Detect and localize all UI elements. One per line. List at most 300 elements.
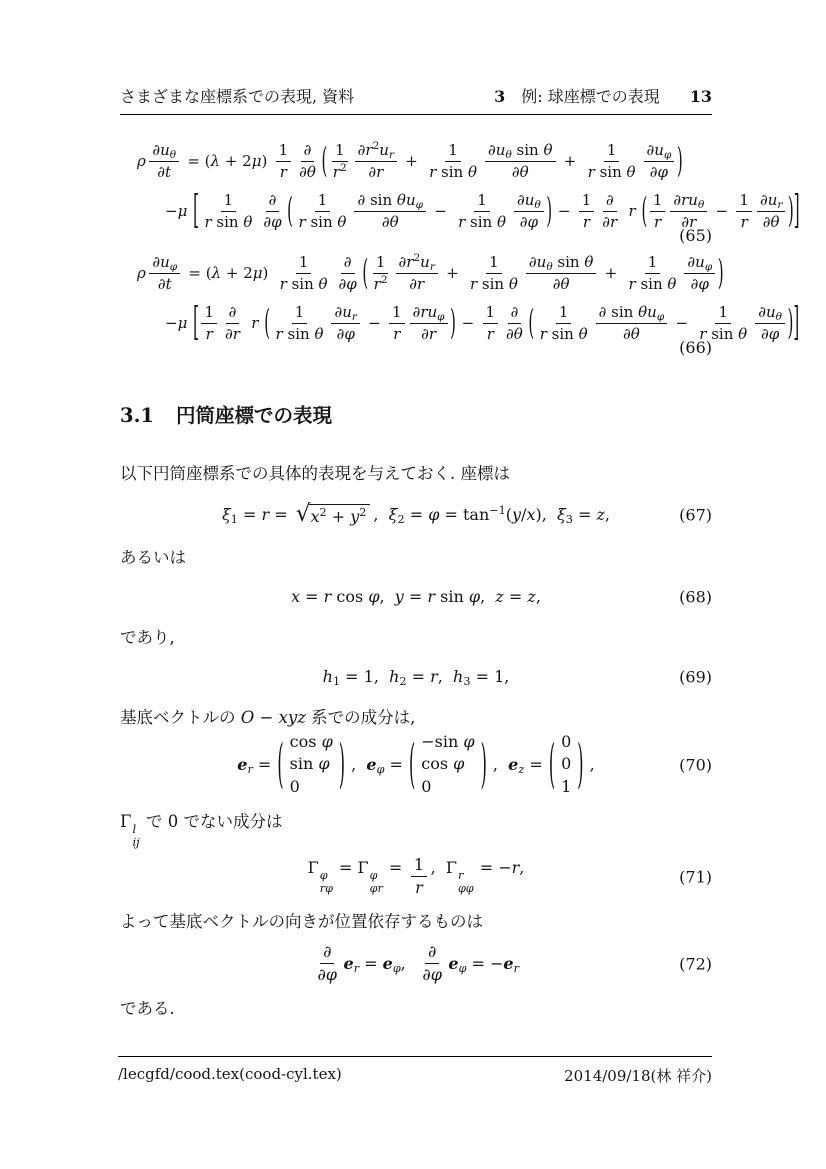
- paragraph-deari: であり,: [120, 627, 175, 647]
- math-denominator: [467, 274, 521, 294]
- math-var: θ: [467, 162, 478, 181]
- math-var: ∂r: [368, 162, 384, 181]
- math-text: [137, 264, 146, 282]
- math-subscript: [776, 311, 782, 323]
- math-fraction: [455, 191, 509, 232]
- math-var: φ: [169, 260, 178, 273]
- math-bold: [344, 954, 354, 973]
- math-close-delimiter: ]: [793, 186, 800, 234]
- math-bold: [448, 954, 458, 973]
- math-roman: sin: [551, 324, 574, 343]
- math-denominator: [154, 162, 174, 182]
- math-var: φ: [319, 868, 328, 882]
- math-vector-row: 0: [561, 731, 572, 751]
- math-text: $e_r = e_\varphi$,: [343, 954, 416, 976]
- math-var: h: [453, 667, 464, 687]
- math-fraction: [596, 303, 668, 344]
- math-var: φ: [656, 310, 665, 323]
- math-var: O: [240, 707, 255, 727]
- math-var: ∂: [510, 302, 519, 321]
- math-text: [624, 202, 641, 220]
- math-open-delimiter: (: [277, 731, 284, 795]
- math-var: ∂u: [517, 190, 535, 209]
- math-fraction: [396, 253, 438, 294]
- math-superscript: −1: [489, 504, 506, 518]
- math-var: ∂u: [152, 252, 170, 271]
- math-var: ∂u: [646, 140, 664, 159]
- footer-date-author: 2014/09/18(林 祥介): [564, 1067, 712, 1085]
- math-denominator: [315, 964, 340, 985]
- math-fraction: [149, 253, 180, 294]
- math-denominator: [201, 212, 255, 232]
- math-column-vector: [277, 732, 345, 798]
- math-var: r: [323, 587, 332, 607]
- math-var: z: [527, 587, 536, 607]
- math-numerator: 1: [201, 303, 217, 324]
- math-var: θu: [638, 302, 657, 321]
- equation-number: (67): [679, 505, 712, 525]
- math-var: r: [204, 212, 212, 231]
- math-var: r: [539, 324, 547, 343]
- math-numerator: [485, 141, 556, 162]
- math-var: φ: [369, 868, 378, 882]
- math-var: r: [740, 212, 748, 231]
- math-var: θ: [318, 274, 328, 293]
- math-subscript: 1: [332, 675, 341, 689]
- math-numerator: [226, 303, 240, 324]
- equation-line: [120, 186, 800, 236]
- math-vector-row: −sin φ: [421, 731, 475, 751]
- math-close-delimiter: ): [338, 731, 346, 795]
- math-numerator: [670, 191, 707, 212]
- math-var: ∂θ: [381, 212, 399, 231]
- math-var: ∂: [323, 942, 332, 962]
- math-var: θ: [543, 140, 553, 159]
- math-var: φ: [428, 505, 440, 525]
- math-text: Γ φ rφ = Γ φ φr =: [307, 858, 408, 895]
- math-numerator: [514, 191, 544, 212]
- math-radicand: $x^2 + y^2$: [309, 504, 371, 526]
- math-delimited-group: [641, 191, 793, 232]
- math-denominator: [371, 274, 391, 294]
- math-var: μ: [252, 264, 263, 282]
- math-roman: sin: [470, 212, 493, 231]
- math-var: ∂θ: [506, 324, 523, 343]
- math-bold: [503, 954, 513, 973]
- math-subscript: [389, 149, 394, 161]
- math-var: ∂: [357, 190, 366, 209]
- math-numerator: [320, 942, 334, 964]
- math-var: ∂u: [759, 190, 778, 209]
- math-var: r: [332, 162, 340, 181]
- math-fraction: [426, 141, 480, 182]
- math-vector-row: [421, 754, 464, 775]
- math-text: −: [710, 202, 733, 220]
- math-numerator: 1: [736, 191, 752, 212]
- math-var: z: [518, 763, 525, 777]
- math-subscript: [518, 764, 524, 777]
- math-var: r: [427, 587, 436, 607]
- math-var: φ: [453, 754, 465, 774]
- math-subscript: [664, 149, 671, 161]
- math-denominator: [620, 324, 643, 344]
- math-bold: [237, 755, 247, 774]
- math-fraction: [149, 141, 179, 182]
- math-delimited-group: [362, 253, 723, 294]
- math-numerator: [757, 191, 785, 212]
- math-var: r: [415, 878, 423, 898]
- math-delimited-group: [287, 191, 552, 232]
- math-text: , $\xi_2 = \varphi = \tan^{-1}(y/x)$, $\xi_3 = z$,: [373, 504, 611, 527]
- math-fraction: [503, 303, 526, 344]
- math-var: ∂r: [681, 212, 697, 231]
- math-close-delimiter: ): [676, 139, 683, 181]
- math-var: ρ: [137, 264, 146, 282]
- math-denominator: [412, 877, 426, 898]
- math-superscript-subscript: [320, 870, 333, 896]
- math-fraction: [757, 191, 785, 232]
- math-bold: [366, 755, 376, 774]
- math-superscript-subscript: [458, 870, 474, 896]
- math-var: r: [486, 324, 494, 343]
- math-denominator: [426, 162, 480, 182]
- math-var: ∂: [228, 302, 237, 321]
- math-numerator: 1: [221, 191, 237, 212]
- math-var: ∂φ: [317, 965, 337, 985]
- math-text: −: [670, 314, 693, 332]
- math-var: r: [777, 198, 783, 211]
- math-text: , Γ r φφ = −r,: [430, 858, 525, 895]
- header-left-title: さまざまな座標系での表現, 資料: [120, 87, 355, 106]
- math-var: ∂u: [758, 302, 776, 321]
- math-var: ∂φ: [519, 212, 539, 231]
- math-var: θ: [697, 198, 705, 211]
- math-var: θ: [775, 310, 782, 323]
- math-denominator: [334, 324, 358, 344]
- math-numerator: [425, 942, 439, 964]
- math-numerator: [396, 253, 438, 274]
- math-fraction: [355, 141, 397, 182]
- math-var: ∂r: [409, 274, 425, 293]
- math-close-delimiter: ): [787, 301, 794, 343]
- math-numerator: 1: [483, 303, 499, 324]
- math-text: ,: [584, 755, 595, 775]
- math-subscript: [546, 261, 552, 273]
- equation-72: [120, 942, 712, 985]
- math-superscript: 2: [319, 505, 327, 519]
- math-var: y: [512, 505, 522, 525]
- math-var: ∂φ: [690, 274, 709, 293]
- math-var: ∂φ: [263, 212, 282, 231]
- math-delimited-group: [321, 141, 682, 182]
- math-var: r: [205, 324, 213, 343]
- math-fraction: [330, 141, 350, 182]
- math-var: θ: [626, 162, 636, 181]
- math-numerator: 1: [715, 303, 731, 324]
- math-subscript: [698, 199, 704, 211]
- math-var: ∂ru: [673, 190, 698, 209]
- math-denominator: [580, 212, 593, 232]
- math-var: rφ: [319, 881, 333, 895]
- math-text: $\xi_1 = r$ =: [221, 505, 293, 527]
- math-var: λ: [211, 264, 222, 282]
- equation-line: [120, 942, 712, 985]
- math-subscript: [514, 962, 519, 975]
- math-var: ∂φ: [336, 324, 355, 343]
- math-denominator: [260, 212, 284, 232]
- math-fraction: [222, 303, 243, 344]
- math-vector-row: [290, 732, 333, 753]
- math-column-vector: [549, 732, 584, 798]
- math-numerator: [355, 141, 397, 162]
- section-heading: [120, 400, 712, 428]
- math-subscript: [247, 764, 252, 777]
- radical-sign-icon: √: [295, 499, 311, 527]
- math-fraction: [276, 141, 292, 182]
- math-close-delimiter: ): [717, 251, 724, 293]
- footer-source-path: /lecgfd/cood.tex(cood-cyl.tex): [118, 1065, 342, 1083]
- math-fraction: [419, 942, 444, 985]
- math-roman: tan: [462, 505, 490, 525]
- math-subscript: [437, 311, 444, 323]
- math-var: r: [353, 962, 360, 976]
- math-var: θ: [314, 324, 324, 343]
- math-fraction: [485, 141, 556, 182]
- math-fraction: [483, 303, 499, 344]
- math-var: ∂r: [421, 324, 437, 343]
- math-denominator: [509, 162, 532, 182]
- math-var: ∂θ: [762, 212, 780, 231]
- math-var: θu: [396, 190, 416, 209]
- math-var: r: [458, 212, 466, 231]
- math-var: ∂u: [528, 252, 547, 271]
- math-superscript: [132, 823, 136, 836]
- math-vector-rows: [415, 732, 480, 798]
- math-var: ∂r: [398, 252, 414, 271]
- math-var: r: [429, 260, 435, 273]
- section-heading-number: 3.1: [120, 404, 154, 427]
- math-var: ∂r: [225, 324, 240, 343]
- math-var: x: [310, 506, 320, 526]
- math-var: μ: [177, 202, 188, 220]
- math-text: +: [559, 152, 582, 170]
- equation-number: (68): [679, 587, 712, 607]
- math-var: φ: [318, 754, 330, 774]
- math-superscript: 2: [413, 251, 421, 264]
- equation-line: [120, 298, 800, 348]
- math-numerator: 1: [332, 141, 348, 162]
- math-superscript-subscript: [132, 823, 139, 850]
- math-vector-row: 0: [561, 754, 572, 774]
- header-section-title: 例: 球座標での表現: [521, 87, 660, 106]
- math-open-delimiter: (: [287, 189, 294, 231]
- math-denominator: [599, 212, 620, 232]
- equation-number: (69): [679, 667, 712, 687]
- math-denominator: [651, 212, 664, 232]
- math-denominator: [760, 212, 783, 232]
- paragraph-dearu: である.: [120, 999, 175, 1019]
- math-subscript: [370, 883, 383, 896]
- math-var: φ: [376, 763, 385, 777]
- equation-line: [120, 136, 712, 186]
- math-numerator: [149, 141, 179, 162]
- equation-line: [120, 576, 712, 618]
- math-fraction: [514, 191, 544, 232]
- math-subscript: [534, 199, 540, 211]
- math-superscript: 2: [339, 161, 347, 174]
- math-roman: sin: [291, 274, 314, 293]
- math-var: θ: [508, 274, 518, 293]
- math-roman: cos: [289, 731, 317, 751]
- math-var: ρ: [137, 152, 146, 170]
- math-var: h: [389, 667, 400, 687]
- math-var: r: [582, 212, 591, 231]
- math-numerator: [596, 303, 668, 324]
- math-delimited-group: [528, 303, 793, 344]
- math-superscript: 2: [380, 273, 388, 286]
- math-vector-rows: [284, 732, 339, 798]
- equation-70: [120, 732, 712, 798]
- math-var: φ: [368, 587, 380, 607]
- math-var: ij: [132, 835, 140, 850]
- math-denominator: [365, 162, 386, 182]
- math-roman: sin: [640, 274, 663, 293]
- math-vector-row: 1: [561, 777, 572, 797]
- math-subscript: [705, 261, 712, 273]
- math-denominator: [626, 274, 680, 294]
- math-var: ∂: [605, 190, 614, 209]
- math-subscript: [459, 962, 467, 975]
- math-var: r: [351, 310, 357, 323]
- math-roman: sin: [557, 252, 580, 271]
- math-denominator: [379, 212, 402, 232]
- math-subscript: [430, 261, 435, 273]
- math-open-delimiter: (: [264, 301, 271, 343]
- paragraph-basis-vectors: 基底ベクトルの O − xyz 系での成分は,: [120, 707, 416, 727]
- math-var: θ: [505, 148, 512, 161]
- math-subscript: 1: [230, 513, 238, 527]
- math-open-delimiter: (: [528, 301, 535, 343]
- math-var: r: [699, 324, 707, 343]
- math-var: θ: [738, 324, 748, 343]
- math-subscript: [170, 149, 176, 161]
- math-close-delimiter: ): [577, 731, 584, 795]
- math-var: φ: [463, 731, 475, 751]
- math-text: −μ: [165, 314, 188, 332]
- math-var: φ: [468, 587, 481, 607]
- math-numerator: 1: [645, 253, 661, 274]
- math-text: [137, 152, 146, 170]
- math-var: φ: [458, 962, 467, 976]
- math-var: ∂u: [152, 140, 170, 159]
- math-var: ξ: [388, 505, 398, 525]
- math-var: y: [350, 506, 360, 526]
- page-body: [120, 112, 800, 1021]
- math-numerator: [341, 253, 355, 274]
- math-var: ∂: [343, 252, 352, 271]
- math-roman: sin: [369, 190, 393, 209]
- math-roman: sin: [216, 212, 239, 231]
- math-roman: sin: [287, 324, 310, 343]
- math-fraction: [273, 303, 327, 344]
- equation-71: [120, 855, 712, 898]
- math-var: θ: [337, 212, 347, 231]
- math-fraction: [260, 191, 284, 232]
- math-fraction: [579, 191, 595, 232]
- math-denominator: [688, 274, 712, 294]
- math-fraction: [526, 253, 597, 294]
- math-numerator: [354, 191, 426, 212]
- math-denominator: [418, 324, 439, 344]
- math-denominator: [296, 212, 350, 232]
- math-superscript: 2: [359, 505, 367, 519]
- math-subscript: [377, 764, 385, 777]
- math-var: r: [430, 667, 438, 687]
- math-numerator: 1: [373, 253, 389, 274]
- math-text: $e_r$ =: [237, 755, 277, 777]
- math-open-delimiter: [: [193, 298, 199, 346]
- math-var: ∂φ: [760, 324, 780, 343]
- math-numerator: [410, 303, 448, 324]
- math-denominator: [758, 324, 782, 344]
- math-numerator: 1: [579, 191, 595, 212]
- math-delimited-group: [264, 303, 456, 344]
- math-denominator: [419, 964, 444, 985]
- math-var: r: [513, 962, 519, 976]
- math-var: θ: [534, 198, 541, 211]
- math-open-delimiter: (: [408, 731, 416, 795]
- math-close-delimiter: ]: [793, 298, 800, 346]
- math-fraction: [296, 191, 350, 232]
- math-numerator: [684, 253, 715, 274]
- equation-66: [120, 248, 800, 357]
- math-var: r: [373, 274, 381, 293]
- math-var: ∂t: [157, 162, 172, 181]
- math-var: r: [298, 212, 306, 231]
- math-numerator: [149, 253, 180, 274]
- math-roman: sin: [441, 162, 464, 181]
- math-fraction: [277, 253, 331, 294]
- math-numerator: [331, 303, 359, 324]
- math-var: y: [394, 587, 404, 607]
- math-numerator: [508, 303, 522, 324]
- math-var: z: [495, 587, 504, 607]
- math-var: θ: [578, 324, 588, 343]
- math-var: r: [429, 162, 437, 181]
- math-denominator: [738, 212, 751, 232]
- math-column-vector: [409, 732, 487, 798]
- math-var: θ: [584, 252, 594, 271]
- math-text: +: [441, 264, 464, 282]
- math-var: r: [279, 162, 287, 181]
- math-var: r: [261, 505, 270, 525]
- math-fraction: [644, 141, 675, 182]
- header-section-number: 3: [494, 87, 506, 106]
- math-var: φ: [415, 198, 423, 211]
- math-var: φ: [392, 962, 401, 976]
- math-roman: cos: [421, 754, 449, 774]
- math-denominator: [273, 324, 327, 344]
- math-text: −: [553, 202, 576, 220]
- math-subscript: 3: [463, 675, 471, 689]
- math-numerator: 1: [445, 141, 461, 162]
- math-subscript: [132, 836, 139, 849]
- math-subscript: 2: [399, 675, 407, 689]
- math-superscript: 2: [372, 139, 380, 152]
- math-text: $e_\varphi = -e_r$: [448, 954, 519, 976]
- math-var: ∂θ: [552, 274, 570, 293]
- math-var: ∂t: [157, 274, 172, 293]
